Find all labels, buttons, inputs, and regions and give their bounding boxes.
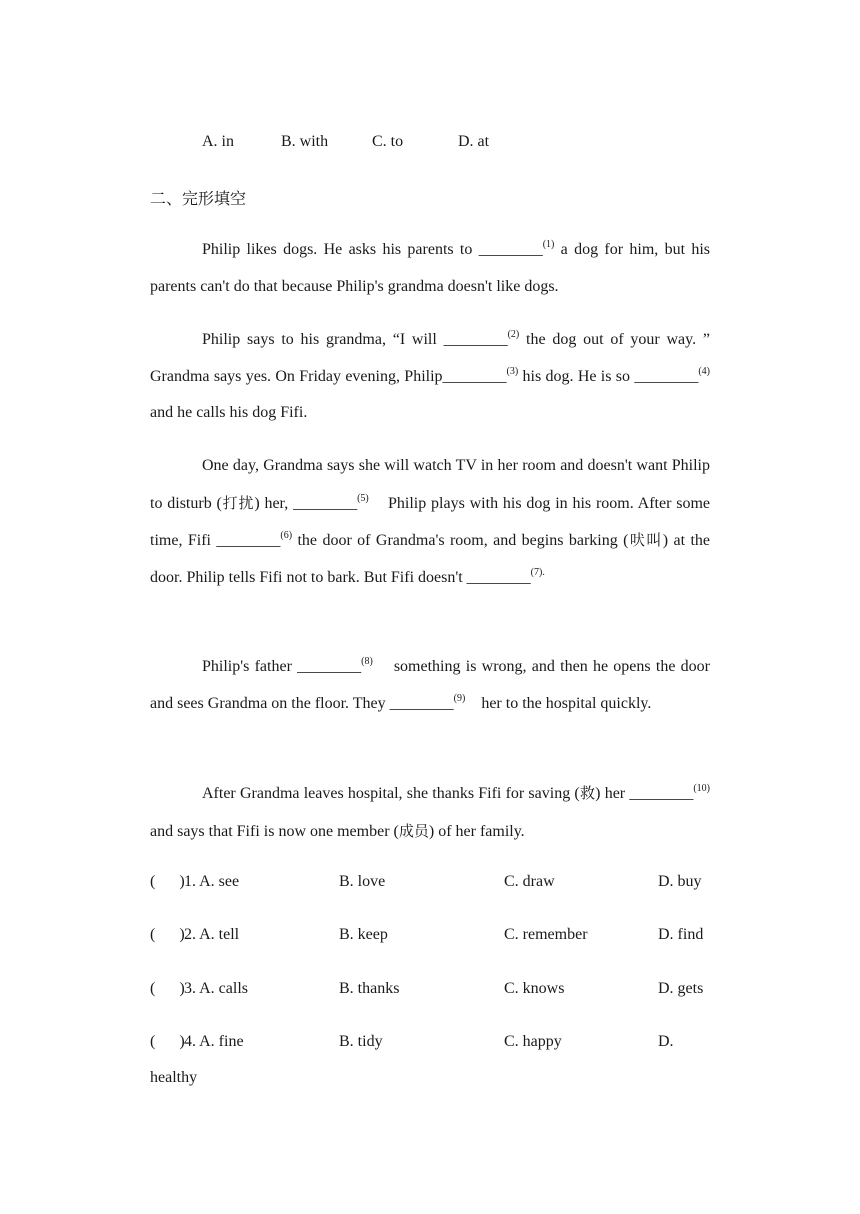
blank-number-5: (5) bbox=[357, 492, 369, 504]
blank-number-6: (6) bbox=[280, 530, 293, 542]
choice-a: 3. A. calls bbox=[184, 980, 248, 997]
choice-d: D. find bbox=[658, 926, 704, 943]
section-title: 二、完形填空 bbox=[150, 189, 247, 208]
blank-2: ________ bbox=[443, 331, 508, 348]
answer-blank[interactable]: ( ) bbox=[150, 926, 185, 943]
blank-6: ________ bbox=[216, 532, 281, 550]
answer-blank[interactable]: ( ) bbox=[150, 1033, 185, 1050]
blank-number-2: (2) bbox=[507, 329, 520, 340]
choice-c: C. draw bbox=[504, 873, 555, 890]
blank-1: ________ bbox=[478, 241, 543, 258]
blank-3: ________ bbox=[442, 367, 507, 385]
choice-d: D. bbox=[658, 1033, 674, 1050]
blank-number-1: (1) bbox=[542, 239, 555, 250]
choice-d: D. buy bbox=[658, 873, 702, 890]
choice-d-continuation: healthy bbox=[150, 1069, 198, 1086]
choice-b: B. thanks bbox=[339, 980, 400, 997]
blank-5: ________ bbox=[293, 494, 358, 512]
choice-a: 1. A. see bbox=[184, 873, 240, 890]
blank-9: ________ bbox=[389, 694, 454, 712]
passage-paragraph-4: Philip's father ________$^{(8)}$ something is wrong, and then he opens the door and sees Grandma on the floor. They ________$^{(9)}$ her to the hospital quickly. bbox=[150, 656, 714, 712]
option-d: D. at bbox=[458, 133, 490, 150]
blank-number-4: (4) bbox=[698, 365, 710, 377]
blank-4: ________ bbox=[634, 367, 699, 385]
blank-number-3: (3) bbox=[506, 365, 519, 377]
passage-paragraph-3: One day, Grandma says she will watch TV in her room and doesn't want Philip to disturb (打扰) her, ________$^{(5)}$ Philip plays with his dog in his room. After some time, Fifi ________$^{(6)}$ the door of Grandma's room, and begins barking (吠叫) at the door. Philip tells Fifi not to bark. But Fifi doesn't ________$^{(7).}$ bbox=[150, 457, 714, 586]
option-b: B. with bbox=[281, 133, 329, 150]
choice-c: C. happy bbox=[504, 1033, 562, 1050]
passage-paragraph-2: Philip says to his grandma, “I will ________$^{(2)}$ the dog out of your way. ” Grandma says yes. On Friday evening, Philip________$^{(3)}$ his dog. He is so ________$^{(4)}$ and he calls his dog Fifi. bbox=[150, 329, 710, 422]
option-c: C. to bbox=[372, 133, 404, 150]
choice-c: C. remember bbox=[504, 926, 588, 943]
choice-b: B. love bbox=[339, 873, 386, 890]
blank-number-8: (8) bbox=[361, 656, 373, 667]
option-a: A. in bbox=[202, 133, 234, 150]
choice-a: 4. A. fine bbox=[184, 1033, 244, 1050]
choice-d: D. gets bbox=[658, 980, 704, 997]
passage-paragraph-1: Philip likes dogs. He asks his parents to ________$^{(1)}$ a dog for him, but his parents can't do that because Philip's grandma doesn't like dogs. bbox=[150, 239, 711, 295]
choice-b: B. tidy bbox=[339, 1033, 383, 1050]
question-row-1 bbox=[150, 873, 715, 897]
choice-b: B. keep bbox=[339, 926, 388, 943]
blank-number-10: (10) bbox=[693, 783, 710, 794]
question-row-3 bbox=[150, 980, 715, 1004]
blank-number-9: (9) bbox=[453, 692, 466, 704]
blank-10: ________ bbox=[629, 785, 694, 802]
answer-blank[interactable]: ( ) bbox=[150, 980, 185, 997]
choice-c: C. knows bbox=[504, 980, 565, 997]
question-row-2 bbox=[150, 926, 715, 950]
blank-number-7: (7). bbox=[530, 566, 545, 578]
blank-7: ________ bbox=[466, 568, 531, 586]
blank-8: ________ bbox=[297, 658, 362, 675]
passage-paragraph-5: After Grandma leaves hospital, she thanks Fifi for saving (救) her ________$^{(10)}$ and says that Fifi is now one member (成员) of her family. bbox=[150, 783, 710, 840]
answer-blank[interactable]: ( ) bbox=[150, 873, 185, 890]
question-row-4 bbox=[150, 1033, 715, 1057]
choice-a: 2. A. tell bbox=[184, 926, 240, 943]
